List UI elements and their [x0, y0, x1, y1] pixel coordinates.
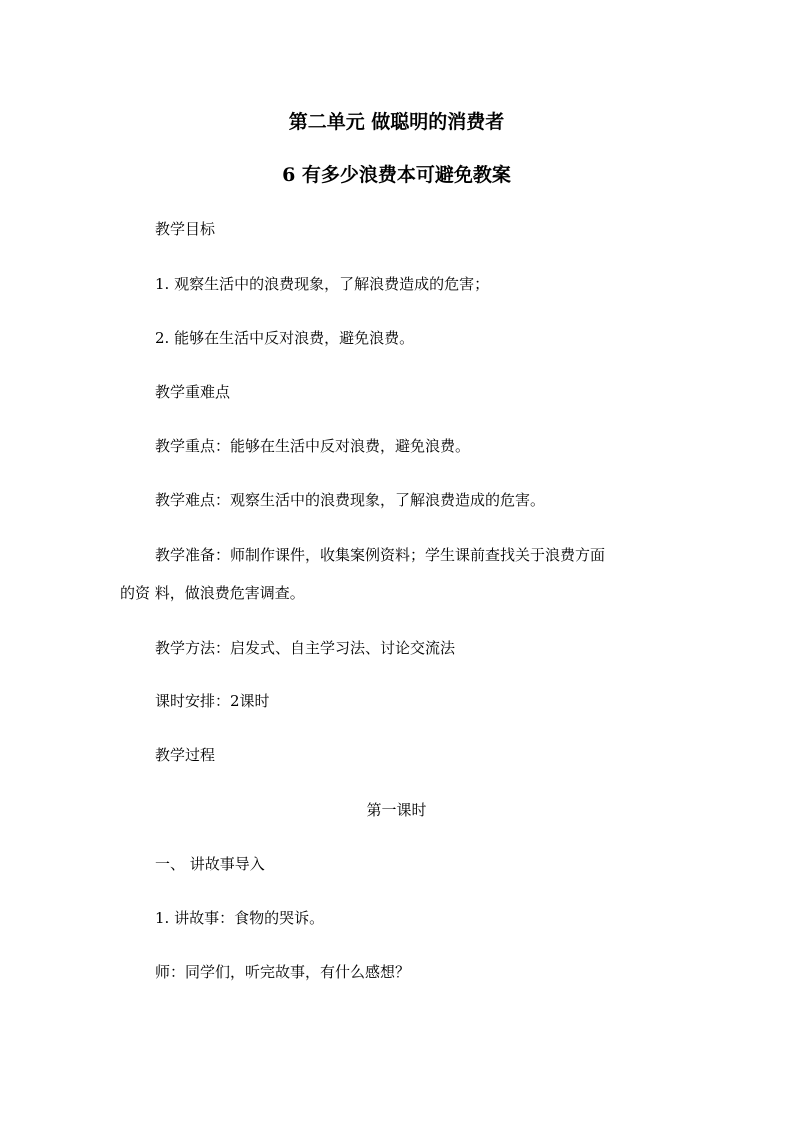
- lesson-heading: 第一课时: [366, 801, 427, 819]
- document-subtitle: 6 有多少浪费本可避免教案: [282, 164, 511, 186]
- objective-item: 1. 观察生活中的浪费现象，了解浪费造成的危害；: [155, 275, 490, 293]
- class-schedule: 课时安排：2课时: [155, 692, 270, 710]
- key-point: 教学重点：能够在生活中反对浪费，避免浪费。: [155, 437, 471, 455]
- objectives-heading: 教学目标: [155, 220, 216, 238]
- section-heading: 一、 讲故事导入: [155, 855, 265, 873]
- step-item: 1. 讲故事：食物的哭诉。: [155, 909, 325, 927]
- key-difficult-heading: 教学重难点: [155, 383, 231, 401]
- process-heading: 教学过程: [155, 746, 216, 764]
- difficult-point: 教学难点：观察生活中的浪费现象，了解浪费造成的危害。: [155, 491, 546, 509]
- objective-item: 2. 能够在生活中反对浪费，避免浪费。: [155, 329, 415, 347]
- preparation-line: 的资 料，做浪费危害调查。: [120, 584, 305, 602]
- preparation-line: 教学准备：师制作课件，收集案例资料；学生课前查找关于浪费方面: [155, 546, 606, 564]
- teaching-methods: 教学方法：启发式、自主学习法、讨论交流法: [155, 639, 456, 657]
- teacher-question: 师：同学们，听完故事，有什么感想？: [155, 963, 411, 981]
- document-title: 第二单元 做聪明的消费者: [288, 111, 505, 133]
